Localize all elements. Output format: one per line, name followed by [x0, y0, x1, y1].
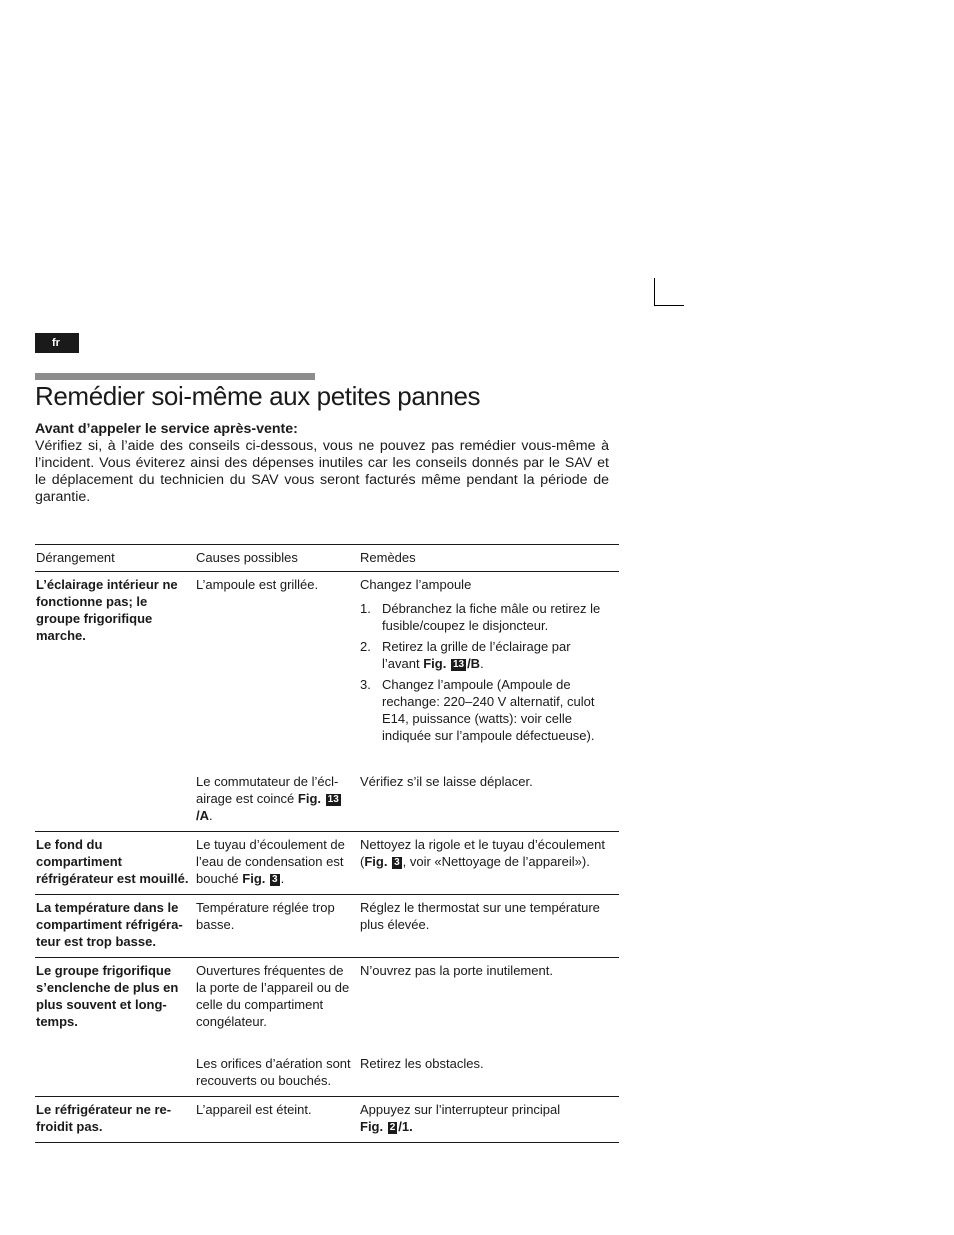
step-number: 1.: [360, 601, 371, 616]
remedy-cell: Réglez le thermostat sur une température plus élevée.: [359, 895, 619, 958]
step-text: Changez l’ampoule (Ampoule de rechange: 220–240 V alternatif, culot E14, puissance (watts): voir celle indiquée sur l’ampoule défectueuse).: [382, 677, 595, 743]
table-header-row: [35, 545, 619, 572]
intro-section: [35, 421, 609, 506]
figure-number: 13: [327, 794, 339, 805]
cause-cell: L’appareil est éteint.: [195, 1097, 359, 1143]
symptom-cell: Le groupe frigorifique s’enclenche de plus en plus souvent et long-temps.: [35, 958, 195, 1097]
cause-cell: Température réglée trop basse.: [195, 895, 359, 958]
intro-heading: Avant d’appeler le service après-vente:: [35, 421, 298, 437]
header-remedy: Remèdes: [359, 545, 619, 572]
figure-reference: [423, 656, 480, 671]
figure-suffix: /B: [467, 656, 481, 671]
list-item: [360, 676, 611, 744]
cause-cell: L’ampoule est grillée.: [195, 572, 359, 756]
language-badge: fr: [35, 333, 79, 353]
cause-cell: [195, 755, 359, 832]
remedy-text: Appuyez sur l’interrupteur principal: [360, 1102, 561, 1117]
remedy-end: , voir «Nettoyage de l’appareil»).: [402, 854, 590, 869]
table-row: [35, 832, 619, 895]
list-item: [360, 638, 611, 672]
step-number: 3.: [360, 677, 371, 692]
figure-reference: [242, 871, 280, 886]
remedy-text: Changez l’ampoule: [360, 577, 472, 592]
figure-number: 3: [394, 857, 400, 868]
cause-cell: Les orifices d’aération sont recouverts ou bouchés.: [196, 1056, 351, 1088]
page-title: Remédier soi-même aux petites pannes: [35, 381, 481, 411]
figure-prefix: Fig.: [297, 791, 322, 806]
remedy-cell: [359, 832, 619, 895]
figure-suffix: /1: [398, 1119, 410, 1134]
cause-cell: Ouvertures fréquentes de la porte de l’appareil ou de celle du compartiment congélateur.: [195, 958, 359, 1038]
cause-end: .: [209, 808, 213, 823]
symptom-cell: L’éclairage intérieur ne fonctionne pas; le groupe frigorifique marche.: [35, 572, 195, 832]
step-text: Débranchez la fiche mâle ou retirez le fusible/coupez le disjoncteur.: [382, 601, 601, 633]
remedy-cell: Retirez les obstacles.: [360, 1056, 484, 1071]
header-cause: Causes possibles: [195, 545, 359, 572]
cause-cell: [195, 832, 359, 895]
cause-text: Le commutateur de l’écl-airage est coincé: [196, 774, 339, 806]
symptom-cell: Le fond du compartiment réfrigérateur est mouillé.: [35, 832, 195, 895]
symptom-cell: Le réfrigérateur ne re-froidit pas.: [35, 1097, 195, 1143]
list-item: [360, 600, 611, 634]
crop-mark-horizontal: [654, 305, 684, 306]
figure-reference: [364, 854, 402, 869]
crop-mark-vertical: [654, 278, 655, 305]
remedy-cell: Vérifiez s’il se laisse déplacer.: [360, 774, 533, 789]
remedy-steps: [360, 600, 611, 744]
remedy-cell: N’ouvrez pas la porte inutilement.: [359, 958, 619, 1038]
figure-number: 3: [272, 874, 278, 885]
header-symptom: Dérangement: [35, 545, 195, 572]
figure-number: 13: [452, 659, 465, 670]
figure-prefix: Fig.: [242, 871, 266, 886]
remedy-end: .: [409, 1119, 413, 1134]
step-number: 2.: [360, 639, 371, 654]
cause-text: Le tuyau d’écoulement de l’eau de condensation est bouché: [196, 837, 345, 886]
cause-end: .: [280, 871, 285, 886]
remedy-text: Nettoyez la rigole et le tuyau d’écoulement (: [360, 837, 605, 869]
title-accent-bar: [35, 373, 315, 380]
symptom-cell: La température dans le compartiment réfrigéra-teur est trop basse.: [35, 895, 195, 958]
table-row: [35, 895, 619, 958]
figure-suffix: /A: [196, 808, 209, 823]
figure-reference: [360, 1119, 409, 1134]
figure-number: 2: [389, 1122, 396, 1133]
remedy-cell: [359, 1097, 619, 1143]
figure-prefix: Fig.: [423, 656, 447, 671]
remedy-cell: [359, 572, 619, 756]
table-row: [35, 572, 619, 756]
step-text: Retirez la grille de l’éclairage par l’avant: [382, 639, 571, 671]
intro-text: Vérifiez si, à l’aide des conseils ci-dessous, vous ne pouvez pas remédier vous-même à l’incident. Vous éviterez ainsi des dépenses inutiles car les conseils donnés par le SAV et le déplacement du technicien du SAV vous seront facturés même pendant la période de garantie.: [35, 438, 609, 505]
figure-prefix: Fig.: [364, 854, 388, 869]
troubleshooting-table: [35, 544, 619, 1143]
step-end: .: [480, 656, 484, 671]
table-row: [35, 958, 619, 1038]
figure-prefix: Fig.: [360, 1119, 384, 1134]
table-row: [35, 1097, 619, 1143]
